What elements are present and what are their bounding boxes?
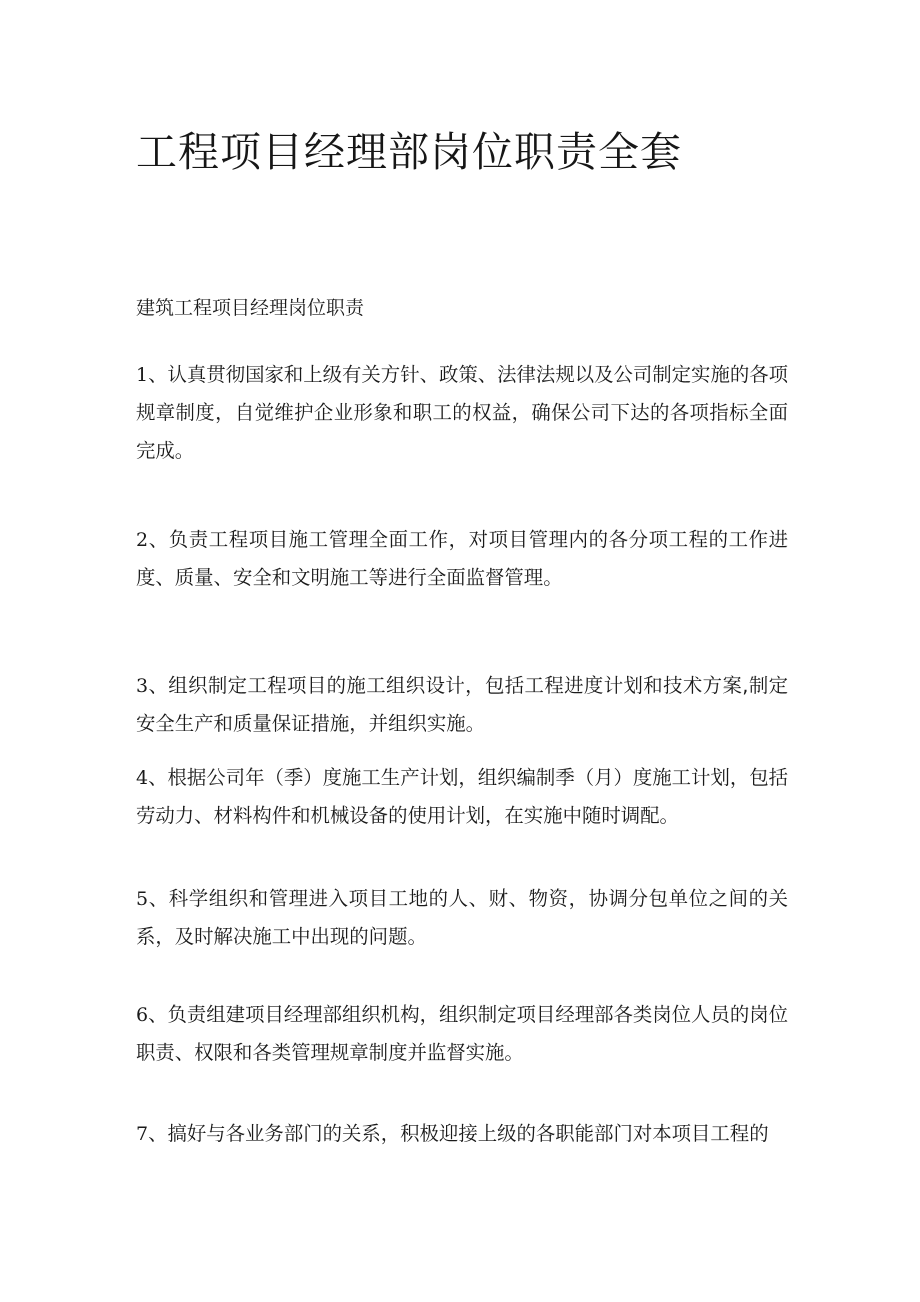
duty-item-text: 认真贯彻国家和上级有关方针、政策、法律法规以及公司制定实施的各项规章制度，自觉维护企业形象和职工的权益，确保公司下达的各项指标全面完成。	[136, 363, 789, 462]
duty-item-text: 负责组建项目经理部组织机构，组织制定项目经理部各类岗位人员的岗位职责、权限和各类管理规章制度并监督实施。	[136, 1003, 789, 1064]
duty-item	[136, 667, 788, 743]
duty-item	[136, 880, 788, 956]
section-heading: 建筑工程项目经理岗位职责	[136, 297, 365, 319]
duty-item-number: 2	[136, 529, 149, 551]
duty-item	[136, 521, 788, 597]
duty-item-text: 科学组织和管理进入项目工地的人、财、物资，协调分包单位之间的关系，及时解决施工中出现的问题。	[136, 887, 789, 948]
duty-item-separator: 、	[148, 363, 168, 386]
duty-item-separator: 、	[148, 1122, 168, 1145]
duty-item	[136, 759, 788, 835]
duty-item	[136, 1115, 788, 1153]
duty-item-separator: 、	[148, 528, 169, 551]
document-title: 工程项目经理部岗位职责全套	[136, 128, 682, 176]
duty-item-text: 负责工程项目施工管理全面工作，对项目管理内的各分项工程的工作进度、质量、安全和文明施工等进行全面监督管理。	[136, 528, 789, 589]
duty-item-number: 4	[136, 767, 149, 789]
duty-item	[136, 356, 788, 470]
duty-item-number: 6	[136, 1004, 149, 1026]
duty-item-text: 组织制定工程项目的施工组织设计，包括工程进度计划和技术方案,制定安全生产和质量保证措施，并组织实施。	[136, 674, 789, 735]
duty-item-number: 5	[136, 888, 149, 910]
duty-item-separator: 、	[148, 1003, 168, 1026]
duty-item-number: 7	[136, 1123, 149, 1145]
duty-item-separator: 、	[148, 766, 168, 789]
duty-item-separator: 、	[148, 674, 169, 697]
duty-item	[136, 996, 788, 1072]
duty-item-text: 搞好与各业务部门的关系，积极迎接上级的各职能部门对本项目工程的	[167, 1122, 769, 1145]
duty-item-separator: 、	[148, 887, 169, 910]
duty-item-text: 根据公司年（季）度施工生产计划，组织编制季（月）度施工计划，包括劳动力、材料构件和机械设备的使用计划，在实施中随时调配。	[136, 766, 789, 827]
duty-item-number: 3	[136, 675, 149, 697]
duty-item-number: 1	[136, 364, 149, 386]
